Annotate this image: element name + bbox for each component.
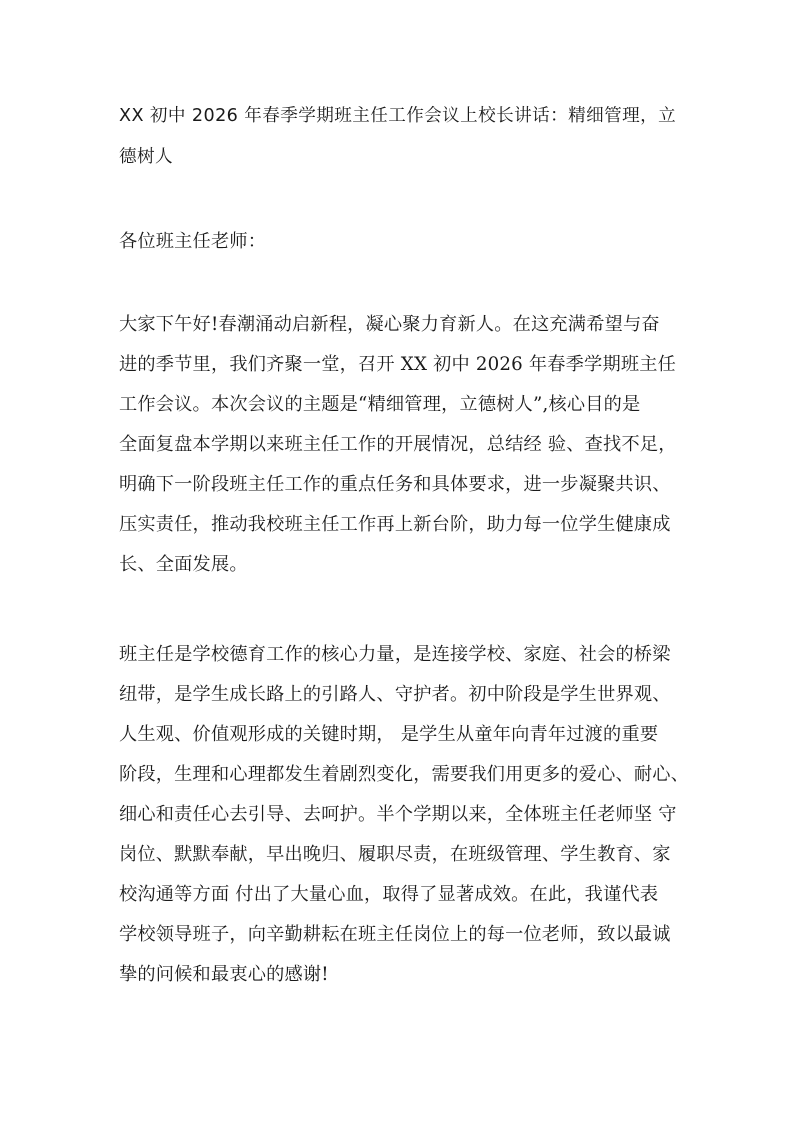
paragraph-line: 挚的问候和最衷心的感谢! bbox=[119, 964, 329, 985]
paragraph-line: 纽带，是学生成长路上的引路人、守护者。初中阶段是学生世界观、 bbox=[119, 684, 671, 705]
paragraph-line: 细心和责任心去引导、去呵护。半个学期以来，全体班主任老师坚 守 bbox=[119, 804, 677, 825]
paragraph-line: 学校领导班子，向辛勤耕耘在班主任岗位上的每一位老师，致以最诚 bbox=[119, 924, 671, 945]
title-line: 德树人 bbox=[119, 147, 173, 167]
paragraph-line: 大家下午好!春潮涌动启新程，凝心聚力育新人。在这充满希望与奋 bbox=[119, 314, 660, 335]
paragraph-line: 班主任是学校德育工作的核心力量，是连接学校、家庭、社会的桥梁 bbox=[119, 644, 671, 665]
paragraph-line: 长、全面发展。 bbox=[119, 554, 248, 575]
paragraph-line: 进的季节里，我们齐聚一堂，召开 XX 初中 2026 年春季学期班主任 bbox=[119, 354, 676, 375]
paragraph-line: 明确下一阶段班主任工作的重点任务和具体要求，进一步凝聚共识、 bbox=[119, 474, 671, 495]
title-line: XX 初中 2026 年春季学期班主任工作会议上校长讲话：精细管理，立 bbox=[119, 106, 677, 126]
paragraph-line: 全面复盘本学期以来班主任工作的开展情况，总结经 验、查找不足， bbox=[119, 434, 677, 455]
paragraph-line: 岗位、默默奉献，早出晚归、履职尽责，在班级管理、学生教育、家 bbox=[119, 844, 671, 865]
salutation: 各位班主任老师： bbox=[119, 231, 267, 252]
paragraph-line: 压实责任，推动我校班主任工作再上新台阶，助力每一位学生健康成 bbox=[119, 514, 671, 535]
paragraph-line: 校沟通等方面 付出了大量心血，取得了显著成效。在此，我谨代表 bbox=[119, 884, 659, 905]
paragraph-line: 阶段，生理和心理都发生着剧烈变化，需要我们用更多的爱心、耐心、 bbox=[119, 764, 690, 785]
paragraph-line: 人生观、价值观形成的关键时期， 是学生从童年向青年过渡的重要 bbox=[119, 724, 659, 745]
paragraph-line: 工作会议。本次会议的主题是“精细管理，立德树人”,核心目的是 bbox=[119, 394, 641, 415]
